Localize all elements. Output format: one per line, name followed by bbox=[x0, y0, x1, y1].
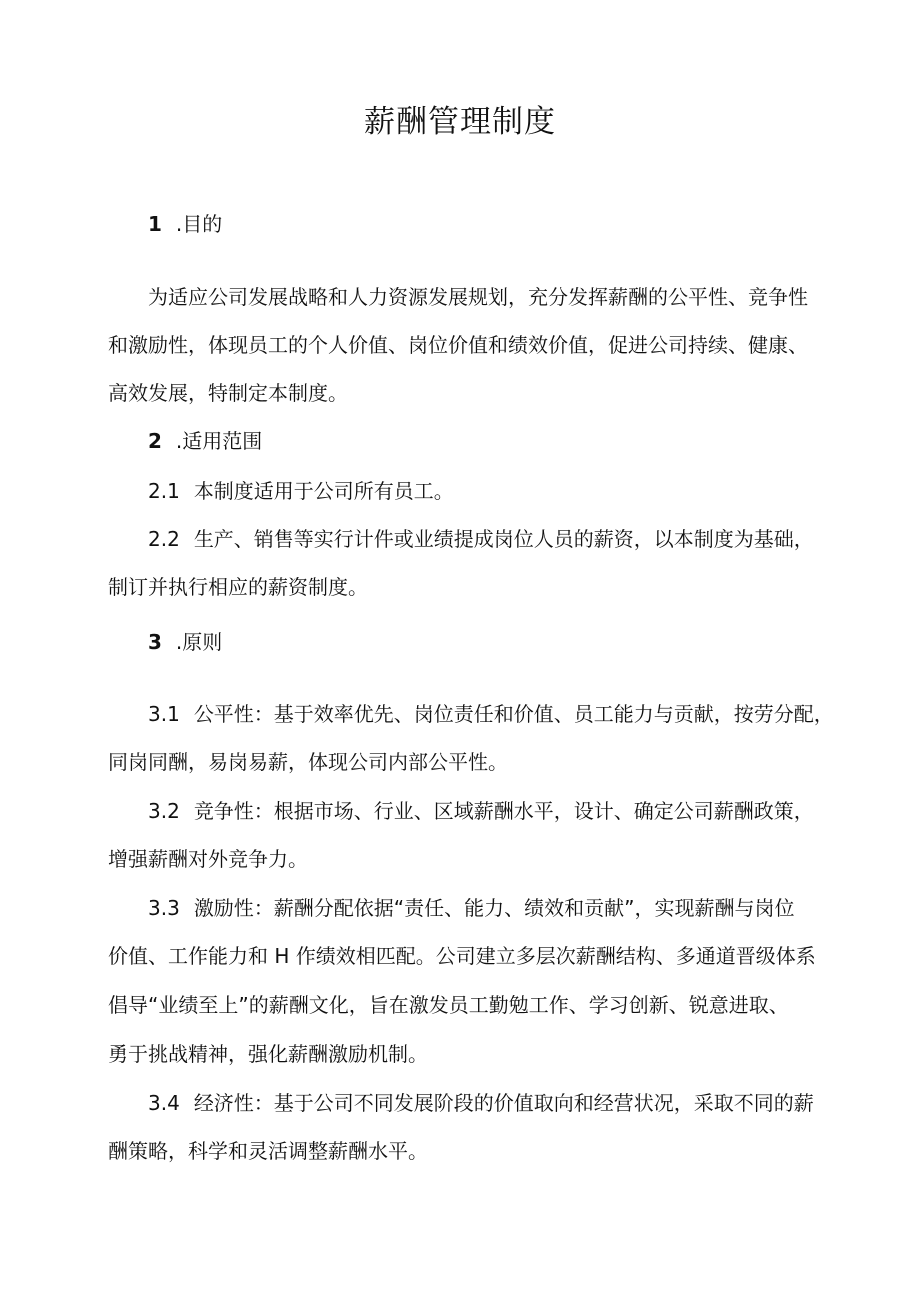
clause-number: 3.2 bbox=[148, 799, 180, 823]
section-heading-principles bbox=[148, 628, 222, 656]
clause-number: 2.2 bbox=[148, 527, 180, 551]
clause-number: 3.1 bbox=[148, 702, 180, 726]
clause-text: 公平性：基于效率优先、岗位责任和价值、员工能力与贡献，按劳分配， bbox=[193, 702, 834, 726]
clause-number: 3.4 bbox=[148, 1091, 180, 1115]
paragraph-line: 和激励性，体现员工的个人价值、岗位价值和绩效价值，促进公司持续、健康、 bbox=[108, 333, 808, 357]
section-number: 3 bbox=[148, 630, 162, 654]
paragraph-line: 酬策略，科学和灵活调整薪酬水平。 bbox=[108, 1139, 428, 1163]
clause-3-2 bbox=[148, 797, 814, 825]
section-title: .目的 bbox=[175, 212, 223, 236]
section-heading-purpose bbox=[148, 210, 222, 238]
clause-number: 3.3 bbox=[148, 896, 180, 920]
section-heading-scope bbox=[148, 427, 262, 455]
clause-2-2 bbox=[148, 525, 814, 553]
paragraph-line: 倡导“业绩至上”的薪酬文化，旨在激发员工勤勉工作、学习创新、锐意进取、 bbox=[108, 993, 789, 1017]
paragraph-line: 价值、工作能力和 H 作绩效相匹配。公司建立多层次薪酬结构、多通道晋级体系 bbox=[108, 944, 816, 968]
clause-text: 生产、销售等实行计件或业绩提成岗位人员的薪资，以本制度为基础， bbox=[193, 527, 814, 551]
clause-text: 竞争性：根据市场、行业、区域薪酬水平，设计、确定公司薪酬政策， bbox=[193, 799, 814, 823]
section-title: .适用范围 bbox=[175, 429, 263, 453]
clause-2-1 bbox=[148, 477, 454, 505]
paragraph-line: 同岗同酬，易岗易薪，体现公司内部公平性。 bbox=[108, 750, 508, 774]
section-number: 1 bbox=[148, 212, 162, 236]
clause-text: 激励性：薪酬分配依据“责任、能力、绩效和贡献”，实现薪酬与岗位 bbox=[193, 896, 795, 920]
section-number: 2 bbox=[148, 429, 162, 453]
document-title: 薪酬管理制度 bbox=[364, 104, 556, 140]
clause-3-1 bbox=[148, 700, 834, 728]
paragraph-line: 增强薪酬对外竞争力。 bbox=[108, 847, 308, 871]
clause-3-3 bbox=[148, 894, 795, 922]
clause-text: 经济性：基于公司不同发展阶段的价值取向和经营状况，采取不同的薪 bbox=[193, 1091, 814, 1115]
paragraph-line: 高效发展，特制定本制度。 bbox=[108, 381, 348, 405]
clause-number: 2.1 bbox=[148, 479, 180, 503]
paragraph-line: 勇于挑战精神，强化薪酬激励机制。 bbox=[108, 1042, 428, 1066]
clause-3-4 bbox=[148, 1089, 814, 1117]
section-title: .原则 bbox=[175, 630, 223, 654]
paragraph-line: 制订并执行相应的薪资制度。 bbox=[108, 575, 368, 599]
paragraph-line: 为适应公司发展战略和人力资源发展规划，充分发挥薪酬的公平性、竞争性 bbox=[148, 285, 808, 309]
clause-text: 本制度适用于公司所有员工。 bbox=[193, 479, 454, 503]
